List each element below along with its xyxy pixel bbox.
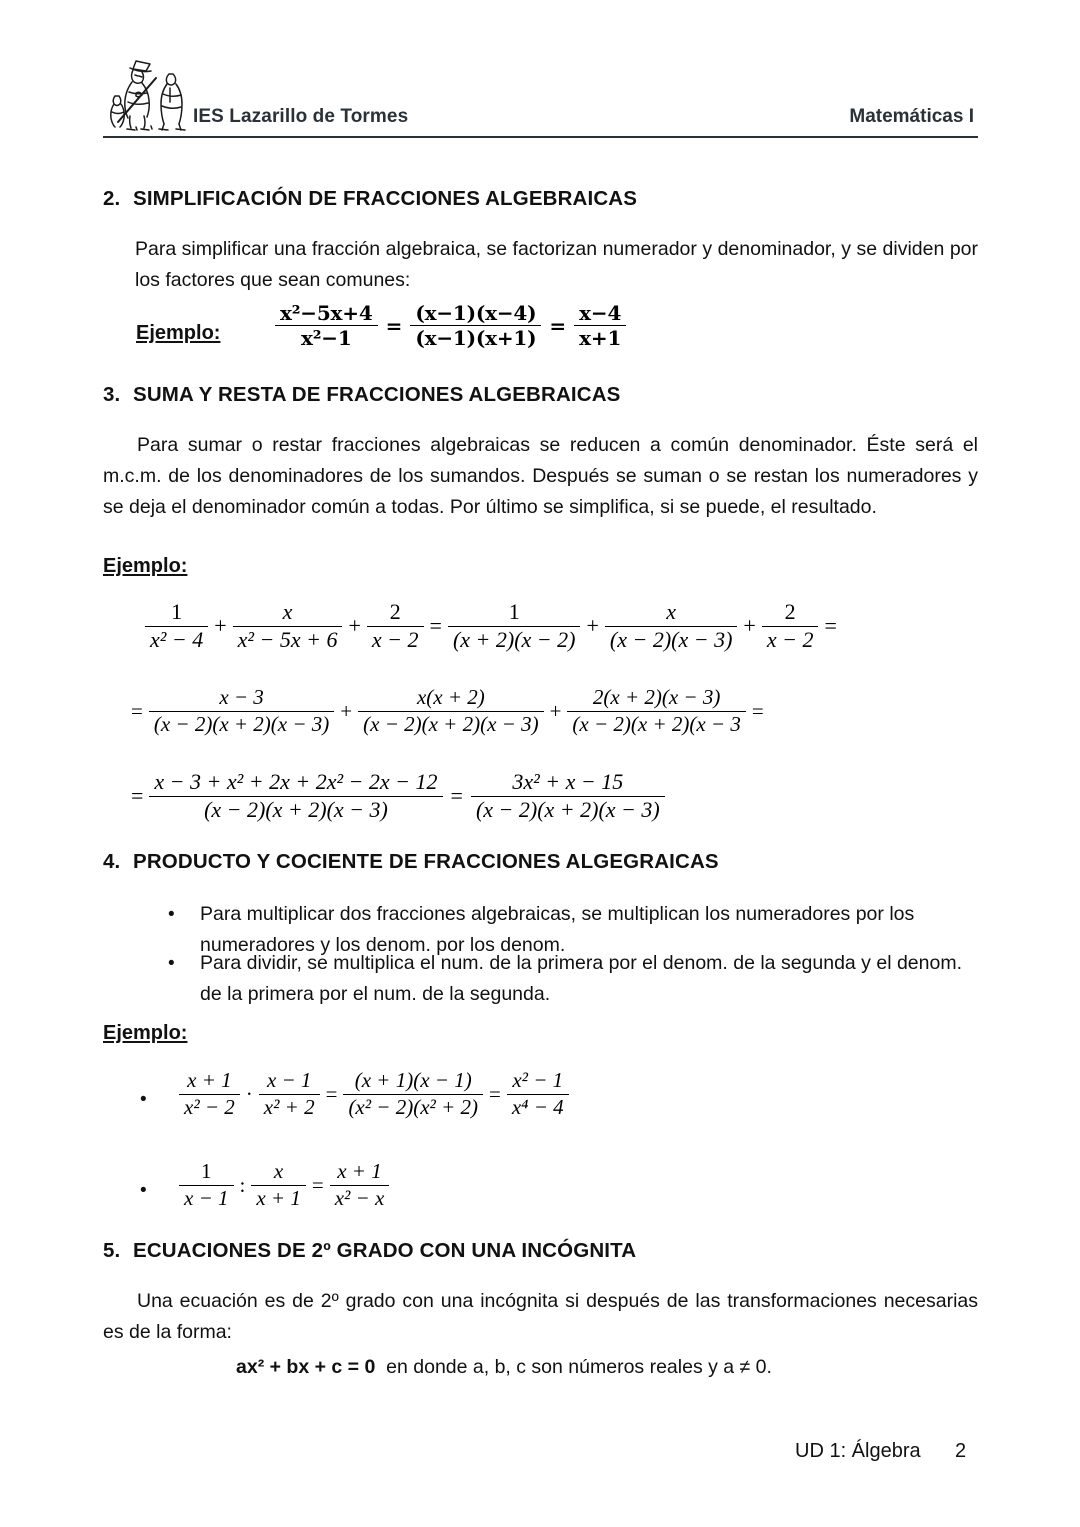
fraction-4 bbox=[448, 600, 581, 652]
fraction-numerator: x + 1 bbox=[187, 1068, 232, 1092]
fraction-numerator: x − 3 + x² + 2x + 2x² − 2x − 12 bbox=[154, 769, 438, 794]
bullet-marker bbox=[168, 948, 175, 979]
fraction-numerator: 2(x + 2)(x − 3) bbox=[592, 685, 721, 709]
equals-sign: = bbox=[325, 1081, 338, 1106]
fraction-numerator: (x + 1)(x − 1) bbox=[354, 1068, 472, 1092]
footer-unit-label: UD 1: Álgebra bbox=[795, 1440, 921, 1462]
bullet-marker bbox=[168, 899, 175, 930]
division-colon: : bbox=[239, 1172, 246, 1197]
fraction-2 bbox=[410, 302, 541, 350]
fraction-denominator: x − 1 bbox=[184, 1185, 229, 1210]
section-heading-3 bbox=[103, 383, 621, 407]
fraction-denominator: (x + 2)(x − 2) bbox=[452, 626, 576, 652]
plus-sign: + bbox=[340, 698, 353, 723]
section-4-example-label: Ejemplo: bbox=[103, 1022, 188, 1044]
fraction-denominator: x+1 bbox=[579, 326, 622, 351]
section-3-paragraph: Para sumar o restar fracciones algebraicas se reducen a común denominador. Éste será el m.c.m. de los denominadores de los sumandos. Después se suman o se restan los numeradores y se deja el denominador común a todas. Por último se simplifica, si se puede, el resultado. bbox=[103, 434, 978, 518]
fraction-denominator: x² − 2 bbox=[184, 1094, 235, 1119]
equals-sign: = bbox=[489, 1081, 501, 1106]
fraction-1 bbox=[149, 770, 442, 822]
fraction-1 bbox=[179, 1160, 234, 1210]
header-school-name: IES Lazarillo de Tormes bbox=[193, 106, 409, 127]
fraction-denominator: (x − 2)(x + 2)(x − 3) bbox=[204, 796, 388, 822]
fraction-denominator: (x−1)(x+1) bbox=[415, 326, 537, 351]
fraction-1 bbox=[145, 600, 208, 652]
fraction-3 bbox=[343, 1069, 483, 1119]
fraction-2 bbox=[251, 1160, 306, 1210]
plus-sign: + bbox=[348, 613, 361, 639]
fraction-numerator: x−4 bbox=[579, 301, 622, 325]
fraction-1 bbox=[179, 1069, 240, 1119]
plus-sign: + bbox=[214, 613, 227, 639]
fraction-denominator: (x − 2)(x + 2)(x − 3 bbox=[572, 711, 741, 736]
fraction-3 bbox=[330, 1160, 390, 1210]
section-5-paragraph: Una ecuación es de 2º grado con una incógnita si después de las transformaciones necesarias es de la forma: bbox=[103, 1290, 978, 1343]
quadratic-general-form bbox=[236, 1356, 772, 1379]
section-title-2: SIMPLIFICACIÓN DE FRACCIONES ALGEBRAICAS bbox=[133, 187, 638, 210]
fraction-denominator: x + 1 bbox=[256, 1185, 301, 1210]
fraction-numerator: 1 bbox=[508, 599, 520, 624]
section-title-4: PRODUCTO Y COCIENTE DE FRACCIONES ALGEGRAICAS bbox=[133, 850, 719, 873]
fraction-denominator: (x − 2)(x − 3) bbox=[609, 626, 733, 652]
fraction-numerator: x − 3 bbox=[219, 685, 264, 709]
multiplication-dot: · bbox=[245, 1081, 253, 1106]
section-heading-5 bbox=[103, 1239, 636, 1263]
quadratic-equation-bold: ax² + bx + c = 0 bbox=[236, 1356, 376, 1378]
fraction-numerator: 1 bbox=[171, 599, 183, 624]
fraction-1 bbox=[275, 302, 378, 350]
fraction-denominator: x² + 2 bbox=[263, 1094, 315, 1119]
fraction-denominator: (x² − 2)(x² + 2) bbox=[348, 1094, 478, 1119]
fraction-numerator: x bbox=[273, 1159, 284, 1183]
formula-simplify-example bbox=[272, 302, 629, 350]
header-divider bbox=[103, 136, 978, 138]
fraction-3 bbox=[574, 302, 626, 350]
header-subject-name: Matemáticas I bbox=[849, 106, 974, 127]
footer-page-number: 2 bbox=[955, 1440, 967, 1462]
fraction-2 bbox=[471, 770, 665, 822]
leading-equals-sign: = bbox=[131, 783, 144, 809]
fraction-denominator: x² − 5x + 6 bbox=[237, 626, 338, 652]
section-heading-4 bbox=[103, 850, 719, 874]
fraction-2 bbox=[358, 686, 543, 736]
equals-sign: = bbox=[311, 1172, 324, 1197]
fraction-numerator: x − 1 bbox=[266, 1068, 312, 1092]
formula-sum-line-2 bbox=[128, 686, 767, 736]
equals-sign: = bbox=[450, 783, 463, 809]
fraction-denominator: x − 2 bbox=[371, 626, 419, 652]
fraction-6 bbox=[762, 600, 819, 652]
fraction-denominator: x − 2 bbox=[766, 626, 814, 652]
plus-sign: + bbox=[743, 613, 756, 639]
fraction-denominator: (x − 2)(x + 2)(x − 3) bbox=[153, 711, 330, 736]
plus-sign: + bbox=[586, 613, 599, 639]
fraction-numerator: x² − 1 bbox=[512, 1068, 564, 1092]
trailing-equals-sign: = bbox=[751, 698, 764, 723]
equals-sign: = bbox=[385, 313, 403, 338]
fraction-numerator: x bbox=[282, 599, 293, 624]
fraction-2 bbox=[233, 600, 343, 652]
fraction-numerator: 1 bbox=[201, 1159, 212, 1183]
fraction-1 bbox=[149, 686, 334, 736]
fraction-denominator: x⁴ − 4 bbox=[511, 1094, 564, 1119]
section-2-paragraph: Para simplificar una fracción algebraica, se factorizan numerador y denominador, y se dividen por los factores que sean comunes: bbox=[135, 238, 978, 291]
plus-sign: + bbox=[549, 698, 562, 723]
section-heading-2 bbox=[103, 187, 637, 211]
section-title-3: SUMA Y RESTA DE FRACCIONES ALGEBRAICAS bbox=[133, 383, 621, 406]
section-4-bullet-2: Para dividir, se multiplica el num. de la primera por el denom. de la segunda y el denom. de la primera por el num. de la segunda. bbox=[200, 952, 962, 1005]
formula-quotient-example bbox=[176, 1160, 392, 1210]
fraction-numerator: x bbox=[666, 599, 677, 624]
section-number-2: 2. bbox=[103, 187, 121, 210]
fraction-3 bbox=[567, 686, 745, 736]
page-header bbox=[103, 52, 978, 138]
equals-sign: = bbox=[429, 613, 442, 639]
formula-product-example bbox=[176, 1069, 572, 1119]
fraction-numerator: 2 bbox=[784, 599, 796, 624]
section-number-3: 3. bbox=[103, 383, 121, 406]
leading-equals-sign: = bbox=[131, 698, 143, 723]
formula-sum-line-3 bbox=[128, 770, 668, 822]
bullet-marker bbox=[140, 1084, 147, 1115]
section-number-4: 4. bbox=[103, 850, 121, 873]
fraction-numerator: x(x + 2) bbox=[416, 685, 485, 709]
fraction-denominator: (x − 2)(x + 2)(x − 3) bbox=[363, 711, 539, 736]
fraction-numerator: 3x² + x − 15 bbox=[512, 769, 624, 794]
equals-sign: = bbox=[549, 313, 567, 338]
fraction-denominator: (x − 2)(x + 2)(x − 3) bbox=[475, 796, 660, 822]
quadratic-equation-note: en donde a, b, c son números reales y a ≠ 0. bbox=[386, 1356, 772, 1378]
school-crest-icon bbox=[106, 52, 188, 132]
fraction-denominator: x² − x bbox=[334, 1185, 385, 1210]
fraction-numerator: (x−1)(x−4) bbox=[415, 301, 537, 325]
section-title-5: ECUACIONES DE 2º GRADO CON UNA INCÓGNITA bbox=[133, 1239, 637, 1262]
section-2-example-label: Ejemplo: bbox=[136, 322, 221, 344]
formula-sum-line-1 bbox=[142, 600, 840, 652]
fraction-4 bbox=[507, 1069, 569, 1119]
fraction-denominator: x² − 4 bbox=[150, 626, 204, 652]
bullet-marker bbox=[140, 1175, 147, 1206]
section-3-example-label: Ejemplo: bbox=[103, 555, 188, 577]
fraction-numerator: x + 1 bbox=[337, 1159, 382, 1183]
fraction-3 bbox=[367, 600, 424, 652]
fraction-5 bbox=[605, 600, 738, 652]
trailing-equals-sign: = bbox=[824, 613, 837, 639]
section-number-5: 5. bbox=[103, 1239, 121, 1262]
section-4-bullet-1: Para multiplicar dos fracciones algebraicas, se multiplican los numeradores por los numeradores y los denom. por los denom. bbox=[200, 903, 915, 956]
fraction-numerator: x²−5x+4 bbox=[280, 301, 373, 325]
fraction-numerator: 2 bbox=[389, 599, 401, 624]
fraction-2 bbox=[259, 1069, 320, 1119]
fraction-denominator: x²−1 bbox=[301, 326, 352, 351]
